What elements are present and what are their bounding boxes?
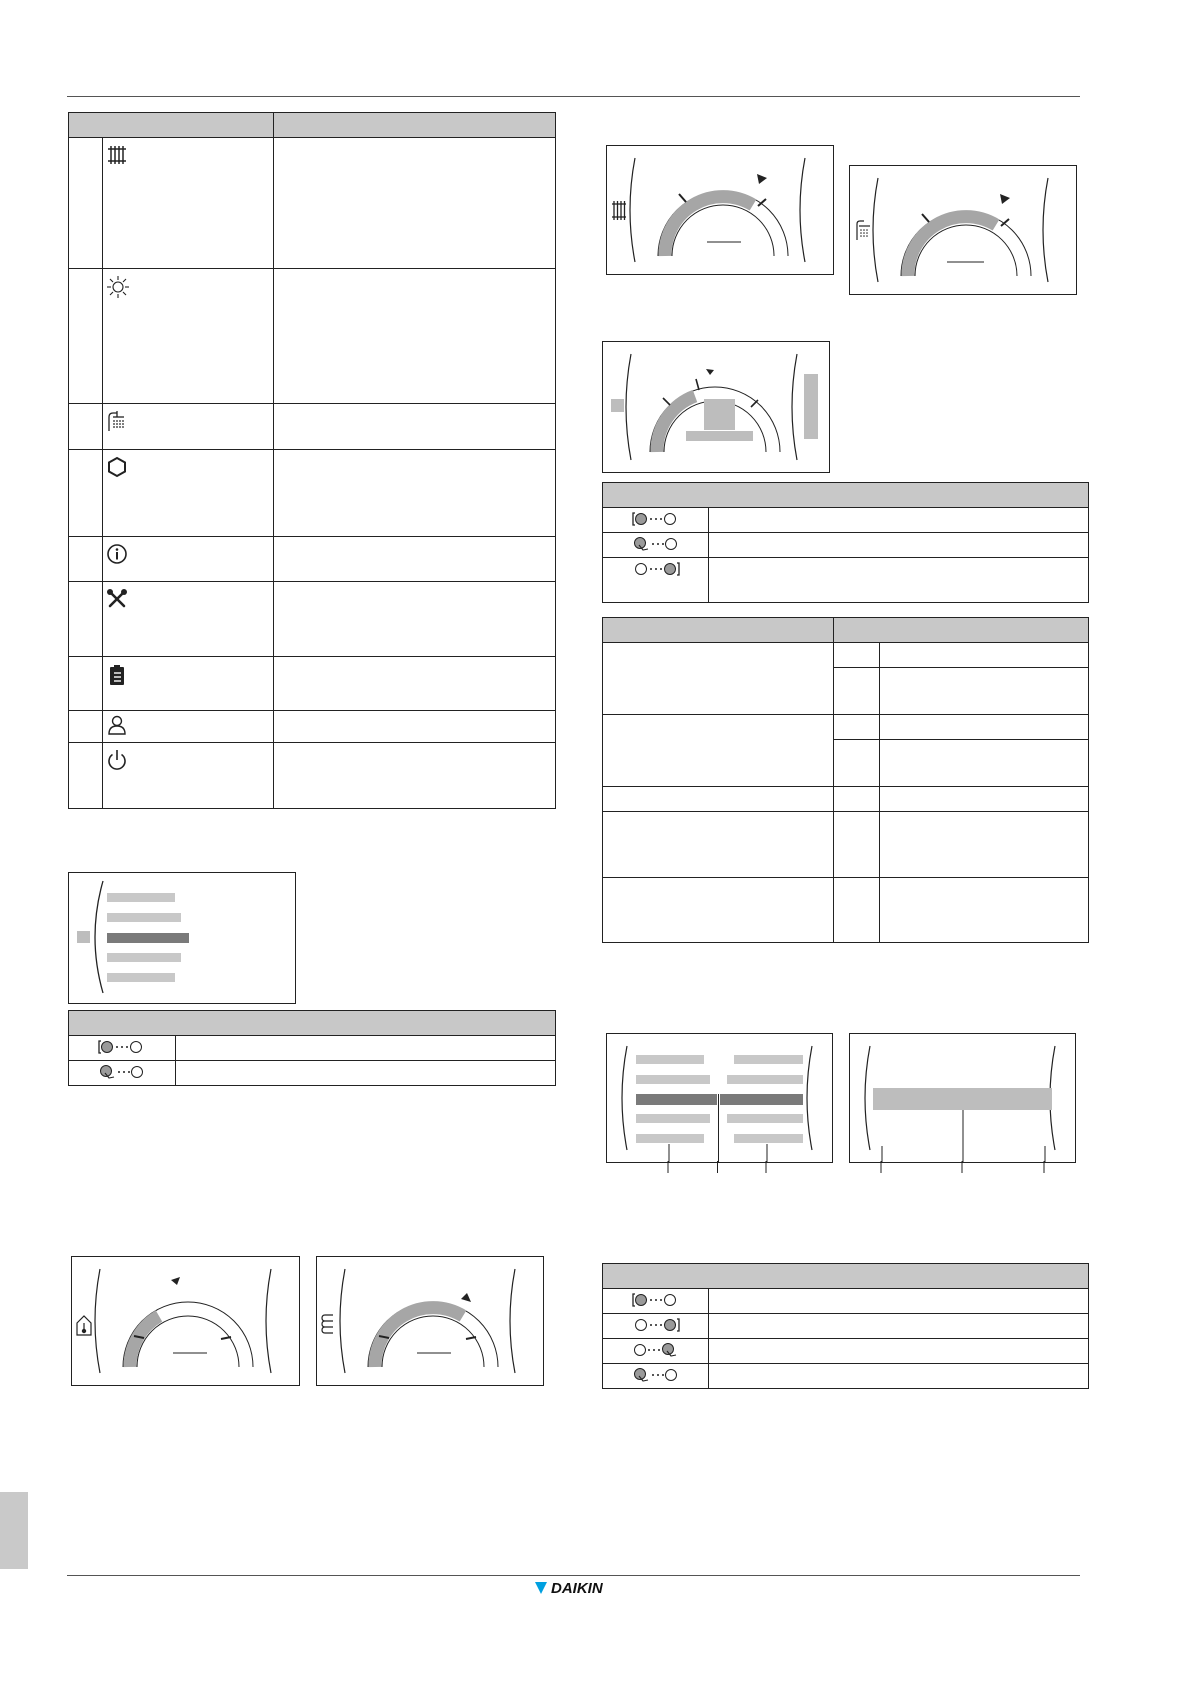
- controls-table-menu: [68, 1010, 556, 1086]
- left-dial-turn-icon: [97, 1039, 147, 1055]
- controls-table-edit: [602, 1263, 1089, 1389]
- table-row: [69, 743, 556, 809]
- shower-tap-icon: [106, 410, 128, 432]
- hexagon-icon: [106, 456, 128, 478]
- user-icon: [106, 714, 128, 736]
- table-row: [69, 711, 556, 743]
- table-row: [603, 812, 1089, 878]
- table-row: [69, 537, 556, 582]
- dial-screen-radiator: [606, 145, 834, 275]
- house-thermometer-icon: [77, 1316, 91, 1335]
- table-header: [69, 1011, 556, 1036]
- footer-rule: [67, 1575, 1080, 1576]
- radiator-icon: [106, 144, 128, 166]
- table-row: [603, 533, 1089, 558]
- right-dial-press-icon: [631, 1342, 681, 1358]
- right-dial-turn-icon: [631, 561, 681, 577]
- daikin-logo: [533, 1578, 659, 1598]
- dial-screen-room-temperature: [71, 1256, 300, 1386]
- dial-screen-hot-water: [849, 165, 1077, 295]
- table-row: [603, 878, 1089, 943]
- menu-item[interactable]: [107, 973, 175, 982]
- table-row: [603, 715, 1089, 740]
- table-row: [603, 643, 1089, 668]
- menu-icon-placeholder: [77, 931, 90, 943]
- wrench-screwdriver-icon: [106, 588, 128, 610]
- left-dial-press-icon: [631, 536, 681, 552]
- value-edit-screen: [849, 1033, 1076, 1163]
- left-dial-press-icon: [97, 1064, 147, 1080]
- power-icon: [106, 749, 128, 771]
- left-dial-turn-icon: [631, 1292, 681, 1308]
- dial-screen-floor-heating: [316, 1256, 544, 1386]
- callout-lines: [849, 1161, 1074, 1175]
- left-dial-turn-icon: [631, 511, 681, 527]
- menu-item[interactable]: [107, 913, 181, 922]
- sun-snowflake-icon: [106, 275, 130, 299]
- table-row: [69, 1036, 556, 1061]
- menu-item[interactable]: [107, 893, 175, 902]
- list-screen-two-column: [606, 1033, 833, 1163]
- left-bracket: [95, 881, 103, 993]
- table-row: [603, 1289, 1089, 1314]
- settings-table: [602, 617, 1089, 943]
- table-row: [603, 1364, 1089, 1389]
- side-tab: [0, 1492, 28, 1569]
- table-row: [603, 558, 1089, 603]
- clipboard-checklist-icon: [106, 663, 128, 687]
- callout-lines: [606, 1161, 831, 1175]
- menu-icons-table: [68, 112, 556, 809]
- selected-row[interactable]: [636, 1094, 717, 1105]
- shower-tap-icon: [857, 221, 870, 240]
- table-row: [69, 138, 556, 269]
- table-row: [69, 269, 556, 404]
- dial-screen-generic: [602, 341, 830, 473]
- radiator-icon: [612, 201, 626, 220]
- svg-text:DAIKIN: DAIKIN: [551, 1580, 603, 1597]
- info-icon: [106, 543, 128, 565]
- menu-item-selected[interactable]: [107, 933, 189, 943]
- table-row: [603, 1314, 1089, 1339]
- floor-heating-icon: [322, 1315, 333, 1333]
- table-row: [69, 657, 556, 711]
- table-row: [603, 508, 1089, 533]
- table-row: [69, 582, 556, 657]
- table-row: [603, 787, 1089, 812]
- table-header: [603, 1264, 1089, 1289]
- table-row: [69, 404, 556, 450]
- left-dial-press-icon: [631, 1367, 681, 1383]
- table-header: [603, 618, 1089, 643]
- table-row: [69, 450, 556, 537]
- menu-item[interactable]: [107, 953, 181, 962]
- table-row: [69, 1061, 556, 1086]
- side-bar-placeholder: [804, 374, 818, 439]
- label-placeholder: [686, 431, 753, 441]
- table-header: [603, 483, 1089, 508]
- header-rule: [67, 96, 1080, 97]
- right-dial-turn-icon: [631, 1317, 681, 1333]
- table-header: [69, 113, 556, 138]
- table-row: [603, 1339, 1089, 1364]
- value-placeholder: [704, 399, 735, 430]
- generic-square-icon: [611, 399, 624, 412]
- controls-table-home: [602, 482, 1089, 603]
- menu-list-screen: [68, 872, 296, 1004]
- value-field-placeholder[interactable]: [873, 1088, 1052, 1110]
